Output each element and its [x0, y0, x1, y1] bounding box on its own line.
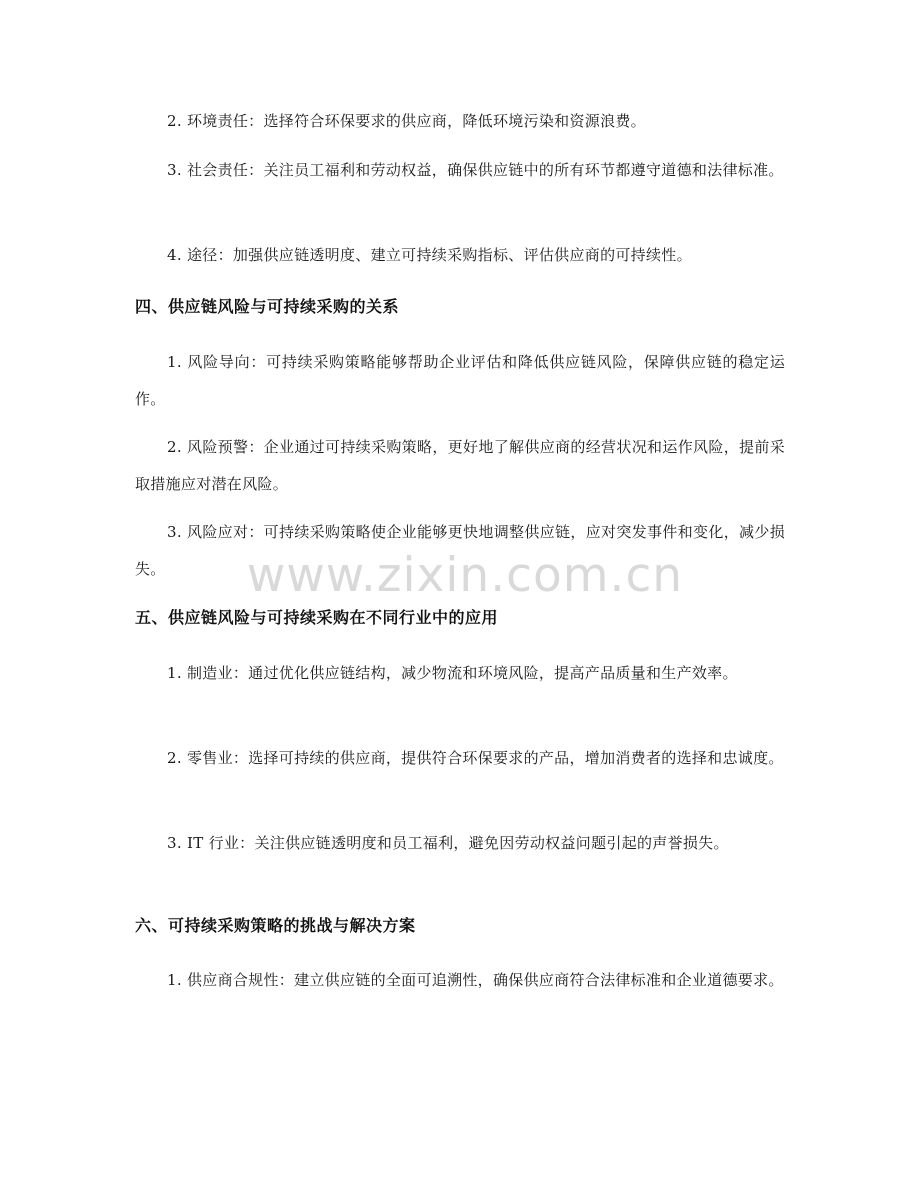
- paragraph-environmental-responsibility: 2. 环境责任：选择符合环保要求的供应商，降低环境污染和资源浪费。: [167, 112, 646, 130]
- paragraph-risk-response: 3. 风险应对：可持续采购策略使企业能够更快地调整供应链，应对突发事件和变化，减少损失。: [135, 523, 785, 578]
- watermark: www.zixin.com.cn: [246, 548, 684, 603]
- paragraph-supplier-compliance: 1. 供应商合规性：建立供应链的全面可追溯性，确保供应商符合法律标准和企业道德要求。: [167, 971, 784, 989]
- paragraph-social-responsibility: 3. 社会责任：关注员工福利和劳动权益，确保供应链中的所有环节都遵守道德和法律标准。: [167, 161, 784, 179]
- section-heading-5: 五、供应链风险与可持续采购在不同行业中的应用: [135, 608, 499, 627]
- paragraph-it-industry: 3. IT 行业：关注供应链透明度和员工福利，避免因劳动权益问题引起的声誉损失。: [167, 834, 729, 852]
- paragraph-manufacturing: 1. 制造业：通过优化供应链结构，减少物流和环境风险，提高产品质量和生产效率。: [167, 664, 738, 682]
- paragraph-retail: 2. 零售业：选择可持续的供应商，提供符合环保要求的产品，增加消费者的选择和忠诚度。: [167, 749, 784, 767]
- paragraph-approach: 4. 途径：加强供应链透明度、建立可持续采购指标、评估供应商的可持续性。: [167, 246, 692, 264]
- paragraph-risk-warning: 2. 风险预警：企业通过可持续采购策略，更好地了解供应商的经营状况和运作风险，提前采取措施应对潜在风险。: [135, 438, 785, 493]
- paragraph-risk-orientation: 1. 风险导向：可持续采购策略能够帮助企业评估和降低供应链风险，保障供应链的稳定运作。: [135, 353, 785, 408]
- section-heading-6: 六、可持续采购策略的挑战与解决方案: [135, 916, 416, 935]
- section-heading-4: 四、供应链风险与可持续采购的关系: [135, 297, 400, 316]
